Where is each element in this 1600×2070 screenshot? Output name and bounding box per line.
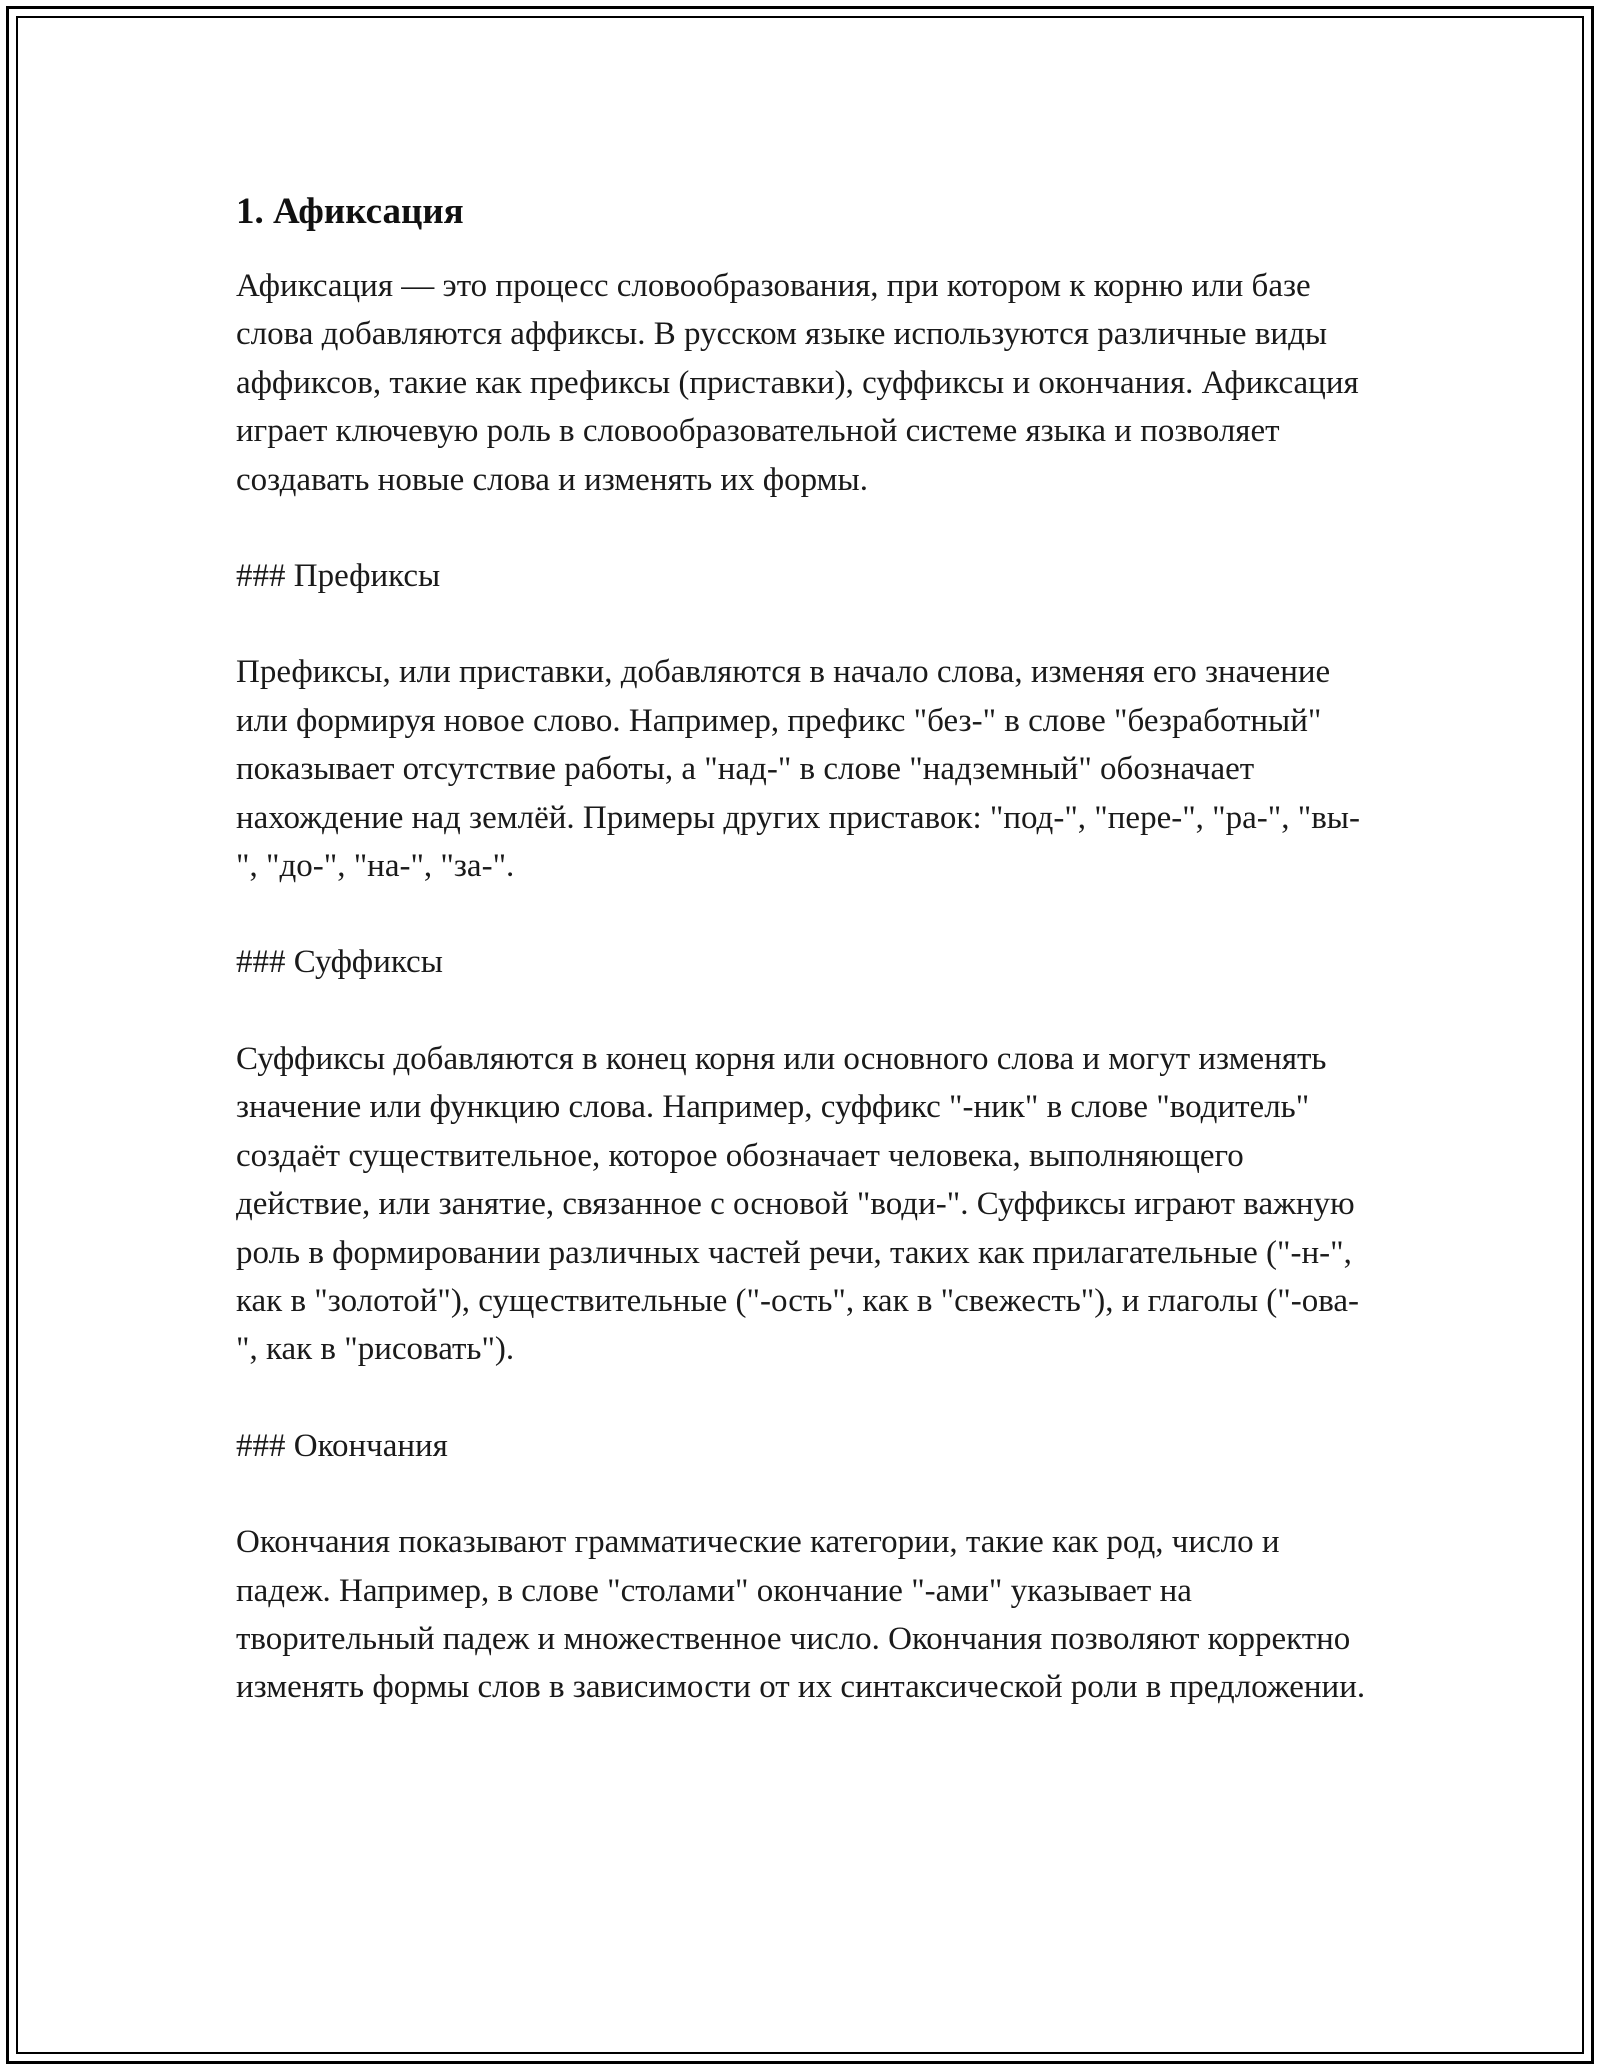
document-title: 1. Афиксация	[236, 191, 464, 232]
section-paragraph: Окончания показывают грамматические категории, такие как род, число и падеж. Например, в слове "столами" окончание "-ами" указывает на творительный падеж и множественное число. Окончания позволяют корректно изменять формы слов в зависимости от их синтаксической роли в предложении.	[236, 1524, 1366, 1706]
spacer	[236, 1470, 1376, 1518]
section-heading: ### Окончания	[236, 1427, 448, 1464]
spacer	[236, 987, 1376, 1035]
section-heading: ### Префиксы	[236, 558, 441, 595]
section-paragraph: Префиксы, или приставки, добавляются в начало слова, изменяя его значение или формируя новое слово. Например, префикс "без-" в слове "безработный" показывает отсутствие работы, а "над-" в слове "надземный" обозначает нахождение над землёй. Примеры других приставок: "под-", "пере-", "ра-", "вы-", "до-", "на-", "за-".	[236, 654, 1360, 885]
section-suffixes	[236, 938, 1376, 1373]
section-paragraph: Суффиксы добавляются в конец корня или основного слова и могут изменять значение или функцию слова. Например, суффикс "-ник" в слове "водитель" создаёт существительное, которое обозначает человека, выполняющего действие, или занятие, связанное с основой "води-". Суффиксы играют важную роль в формировании различных частей речи, таких как прилагательные ("-н-", как в "золотой"), существительные ("-ость", как в "свежесть"), и глаголы ("-ова-", как в "рисовать").	[236, 1040, 1360, 1368]
spacer	[236, 1374, 1376, 1422]
intro-paragraph: Афиксация — это процесс словообразования, при котором к корню или базе слова добавляются аффиксы. В русском языке используются различные виды аффиксов, такие как префиксы (приставки), суффиксы и окончания. Афиксация играет ключевую роль в словообразовательной системе языка и позволяет создавать новые слова и изменять их формы.	[236, 268, 1359, 498]
section-heading: ### Суффиксы	[236, 944, 443, 981]
spacer	[236, 890, 1376, 938]
document-body	[236, 184, 1376, 1712]
spacer	[236, 504, 1376, 552]
spacer	[236, 600, 1376, 648]
section-prefixes	[236, 552, 1376, 890]
section-endings	[236, 1422, 1376, 1712]
